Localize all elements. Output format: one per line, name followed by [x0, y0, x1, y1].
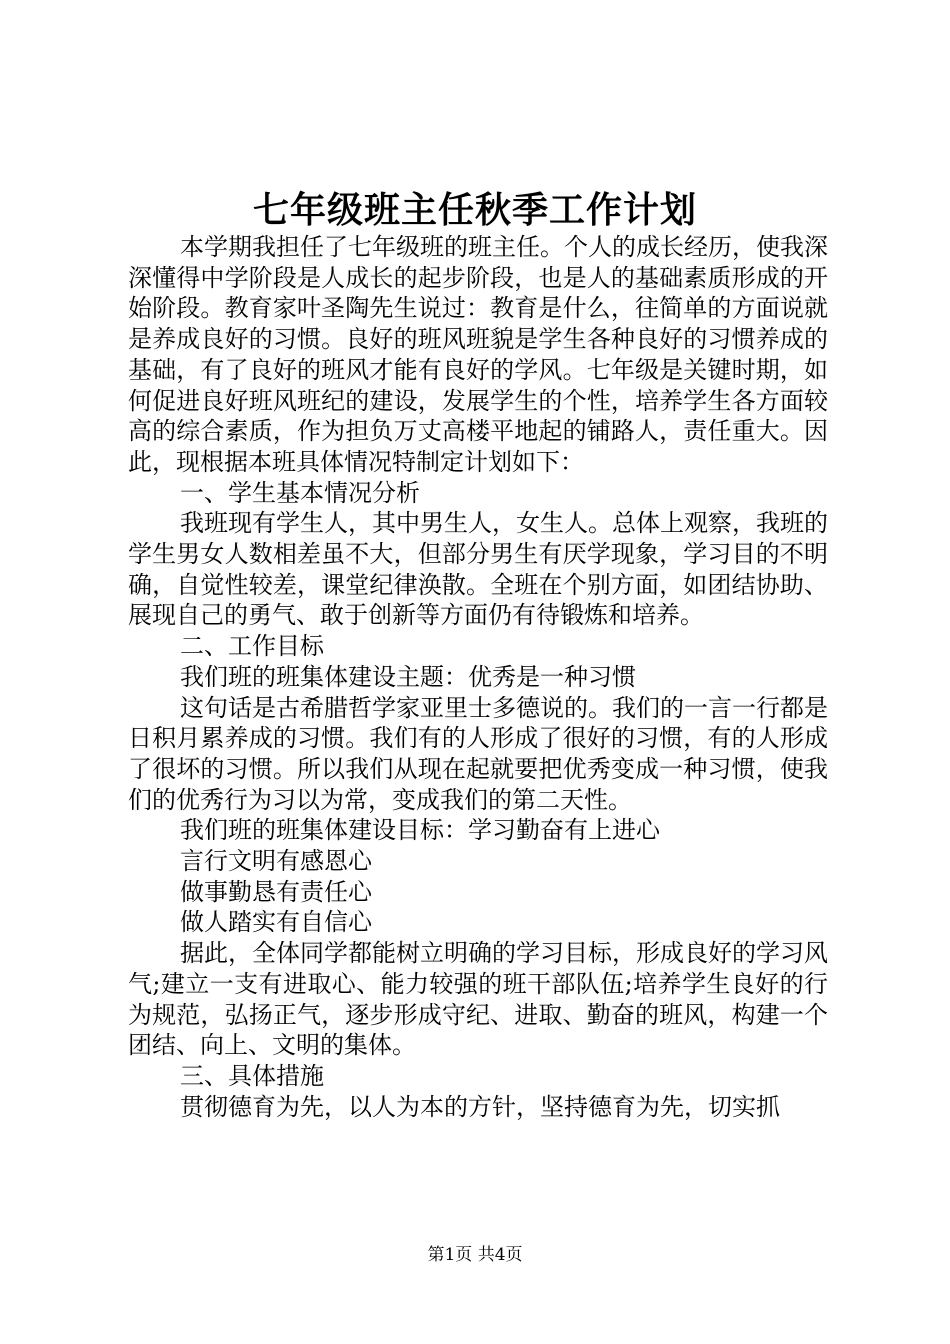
document-title: 七年级班主任秋季工作计划: [252, 189, 697, 231]
page-number: 第1页 共4页: [427, 1245, 523, 1265]
goal-line-1: 言行文明有感恩心: [180, 847, 372, 876]
paragraph-theme-explanation: 这句话是古希腊哲学家亚里士多德说的。我们的一言一行都是日积月累养成的习惯。我们有的人形成了很好的习惯，有的人形成了很坏的习惯。所以我们从现在起就要把优秀变成一种习惯，使我们的优秀行为习以为常，变成我们的第二天性。: [128, 693, 828, 814]
section-heading-2: 二、工作目标: [180, 632, 324, 661]
section-heading-1: 一、学生基本情况分析: [180, 478, 420, 507]
paragraph-accordingly: 据此，全体同学都能树立明确的学习目标，形成良好的学习风气;建立一支有进取心、能力较强的班干部队伍;培养学生良好的行为规范，弘扬正气，逐步形成守纪、进取、勤奋的班风，构建一个团结、向上、文明的集体。: [128, 939, 828, 1060]
paragraph-theme: 我们班的班集体建设主题：优秀是一种习惯: [180, 662, 636, 691]
document-body: [128, 232, 828, 1122]
page-footer: [0, 1244, 950, 1266]
paragraph-goal: 我们班的班集体建设目标：学习勤奋有上进心: [180, 816, 660, 845]
paragraph-student-analysis: 我班现有学生人，其中男生人，女生人。总体上观察，我班的学生男女人数相差虽不大，但部分男生有厌学现象，学习目的不明确，自觉性较差，课堂纪律涣散。全班在个别方面，如团结协助、展现自己的勇气、敢于创新等方面仍有待锻炼和培养。: [128, 509, 828, 630]
paragraph-intro: 本学期我担任了七年级班的班主任。个人的成长经历，使我深深懂得中学阶段是人成长的起步阶段，也是人的基础素质形成的开始阶段。教育家叶圣陶先生说过：教育是什么，往简单的方面说就是养成良好的习惯。良好的班风班貌是学生各种良好的习惯养成的基础，有了良好的班风才能有良好的学风。七年级是关键时期，如何促进良好班风班纪的建设，发展学生的个性，培养学生各方面较高的综合素质，作为担负万丈高楼平地起的铺路人，责任重大。因此，现根据本班具体情况特制定计划如下：: [128, 233, 828, 476]
section-heading-3: 三、具体措施: [180, 1061, 324, 1090]
goal-line-2: 做事勤恳有责任心: [180, 877, 372, 906]
goal-line-3: 做人踏实有自信心: [180, 908, 372, 937]
paragraph-measures: 贯彻德育为先，以人为本的方针，坚持德育为先，切实抓: [180, 1092, 780, 1121]
